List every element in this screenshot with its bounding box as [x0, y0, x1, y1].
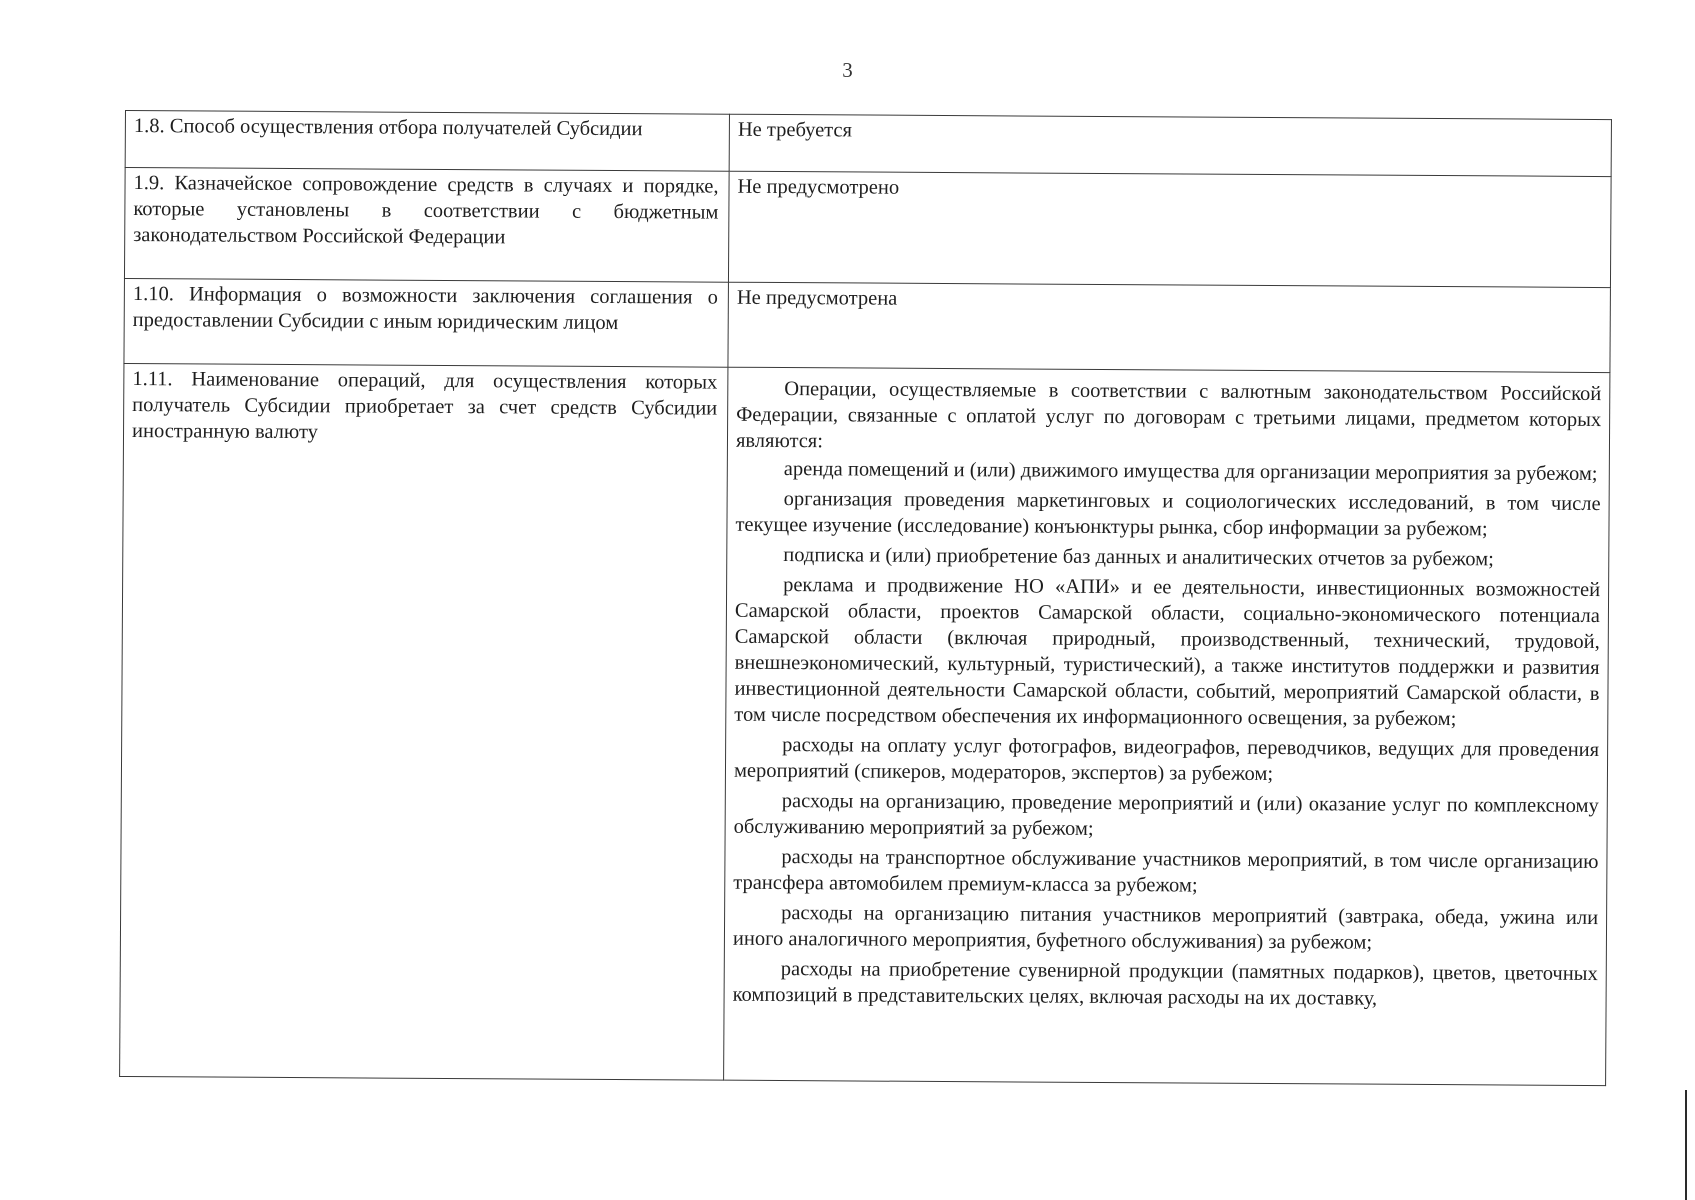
subsidy-parameters-table — [119, 110, 1612, 1086]
table-row-1-8 — [125, 111, 1611, 177]
table-row-1-11 — [120, 363, 1610, 1085]
operation-item: подписка и (или) приобретение баз данных и аналитических отчетов за рубежом; — [783, 544, 1494, 571]
operation-item: организация проведения маркетинговых и социологических исследований, в том числе текущее изучение (исследование) конъюнктуры рынка, сбор информации за рубежом; — [735, 488, 1601, 541]
operation-item: расходы на организацию питания участников мероприятий (завтрака, обеда, ужина или иного аналогичного мероприятия, буфетного обслуживания) за рубежом; — [732, 902, 1599, 954]
page-number: 3 — [842, 58, 853, 82]
table-row-1-9 — [124, 168, 1611, 288]
row-label: 1.10. Информация о возможности заключения соглашения о предоставлении Субсидии с иным юридическим лицом — [124, 278, 729, 367]
operation-item: расходы на приобретение сувенирной продукции (памятных подарков), цветов, цветочных композиций в представительских целях, включая расходы на их доставку, — [732, 958, 1598, 1010]
operation-item: реклама и продвижение НО «АПИ» и ее деятельности, инвестиционных возможностей Самарской области, проектов Самарской области, социально-экономического потенциала Самарской области (включая природный, производственный, технический, трудовой, внешнеэкономический, культурный, туристический), а также институтов поддержки и развития инвестиционной деятельности Самарской области, событий, мероприятий Самарской области, в том числе посредством обеспечения их информационного освещения, за рубежом; — [734, 574, 1601, 731]
operations-intro-paragraph: Операции, осуществляемые в соответствии с валютным законодательством Российской Федерации, связанные с оплатой услуг по договорам с третьими лицами, предметом которых являются: — [735, 378, 1602, 453]
row-label: 1.11. Наименование операций, для осуществления которых получатель Субсидии приобретает за счет средств Субсидии иностранную валюту — [120, 363, 728, 1080]
row-label: 1.9. Казначейское сопровождение средств в случаях и порядке, которые установлены в соответствии с бюджетным законодательством Российской Федерации — [124, 168, 729, 283]
row-label: 1.8. Способ осуществления отбора получателей Субсидии — [125, 111, 729, 172]
row-value: Не требуется — [729, 114, 1611, 176]
operation-item: расходы на организацию, проведение мероприятий и (или) оказание услуг по комплексному обслуживанию мероприятий за рубежом; — [733, 790, 1599, 840]
operation-item: аренда помещений и (или) движимого имущества для организации мероприятия за рубежом; — [783, 458, 1598, 486]
row-value: Не предусмотрено — [728, 171, 1611, 287]
operations-list — [724, 367, 1610, 1085]
operation-item: расходы на оплату услуг фотографов, видеографов, переводчиков, ведущих для проведения мероприятий (спикеров, модераторов, экспертов) за рубежом; — [733, 734, 1600, 786]
scan-edge-line — [1685, 1090, 1687, 1200]
operation-item: расходы на транспортное обслуживание участников мероприятий, в том числе организацию трансфера автомобилем премиум-класса за рубежом; — [733, 846, 1599, 897]
row-value: Не предусмотрена — [728, 282, 1611, 372]
table-row-1-10 — [124, 278, 1610, 372]
